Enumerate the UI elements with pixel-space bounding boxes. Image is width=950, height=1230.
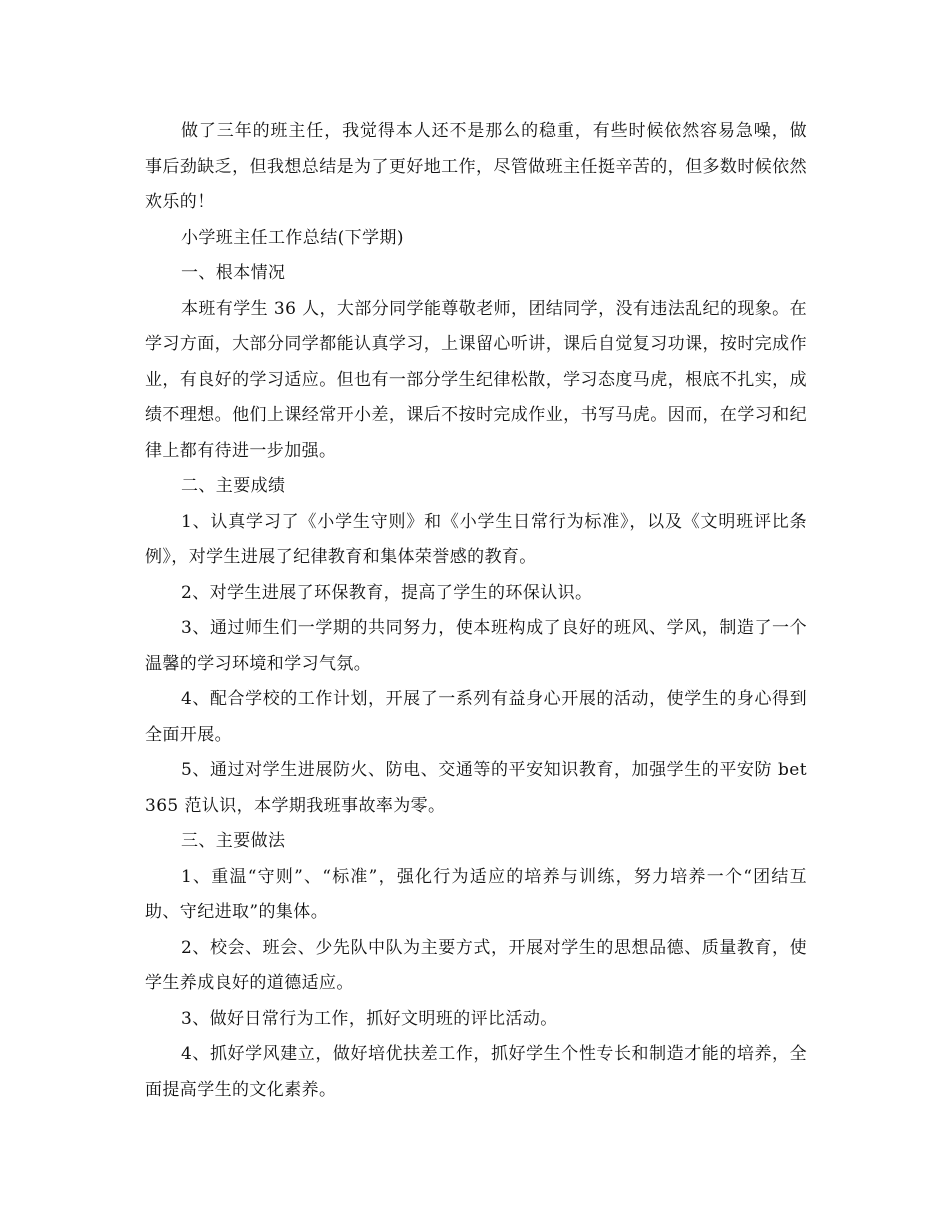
document-title: 小学班主任工作总结(下学期)	[181, 227, 404, 248]
list-item-method-2: 2、校会、班会、少先队中队为主要方式，开展对学生的思想品德、质量教育，使学生养成良好的道德适应。	[145, 937, 807, 993]
list-item-achievement-2: 2、对学生进展了环保教育，提高了学生的环保认识。	[181, 582, 593, 603]
list-item-achievement-1: 1、认真学习了《小学生守则》和《小学生日常行为标准》，以及《文明班评比条例》，对学生进展了纪律教育和集体荣誉感的教育。	[145, 511, 807, 567]
list-item-method-4: 4、抓好学风建立，做好培优扶差工作，抓好学生个性专长和制造才能的培养，全面提高学生的文化素养。	[145, 1044, 807, 1100]
list-item-achievement-3: 3、通过师生们一学期的共同努力，使本班构成了良好的班风、学风，制造了一个温馨的学习环境和学习气氛。	[145, 618, 807, 674]
list-item-achievement-4: 4、配合学校的工作计划，开展了一系列有益身心开展的活动，使学生的身心得到全面开展。	[145, 689, 807, 745]
section-heading-basic-situation: 一、根本情况	[181, 263, 286, 283]
section-heading-main-methods: 三、主要做法	[181, 831, 286, 851]
list-item-achievement-5: 5、通过对学生进展防火、防电、交通等的平安知识教育，加强学生的平安防 bet365 范认识，本学期我班事故率为零。	[145, 760, 807, 816]
paragraph-class-overview: 本班有学生 36 人，大部分同学能尊敬老师，团结同学，没有违法乱纪的现象。在学习方面，大部分同学都能认真学习，上课留心听讲，课后自觉复习功课，按时完成作业，有良好的学习适应。但也有一部分学生纪律松散，学习态度马虎，根底不扎实，成绩不理想。他们上课经常开小差，课后不按时完成作业，书写马虎。因而，在学习和纪律上都有待进一步加强。	[145, 298, 807, 461]
document-body	[145, 114, 807, 1108]
paragraph-closing-reflection: 做了三年的班主任，我觉得本人还不是那么的稳重，有些时候依然容易急噪，做事后劲缺乏，但我想总结是为了更好地工作，尽管做班主任挺辛苦的，但多数时候依然欢乐的！	[145, 121, 807, 212]
list-item-method-1: 1、重温“守则”、“标准”，强化行为适应的培养与训练，努力培养一个“团结互助、守纪进取”的集体。	[145, 866, 807, 922]
list-item-method-3: 3、做好日常行为工作，抓好文明班的评比活动。	[181, 1008, 558, 1029]
section-heading-main-achievements: 二、主要成绩	[181, 476, 286, 496]
